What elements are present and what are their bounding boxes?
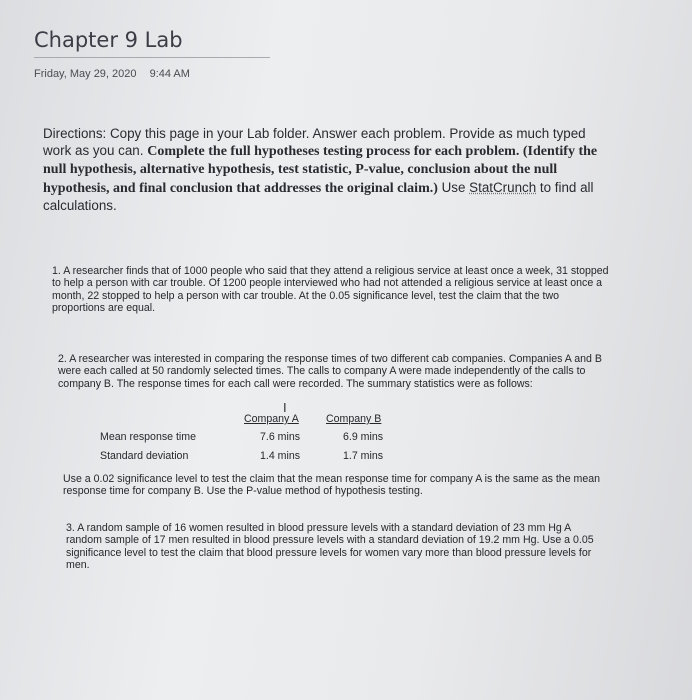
row-label-sd: Standard deviation <box>100 450 189 462</box>
statcrunch-word: StatCrunch <box>469 179 537 195</box>
col-header-company-a: Company A <box>244 413 299 425</box>
row-label-mean: Mean response time <box>100 431 196 443</box>
cell-sd-a: 1.4 mins <box>260 450 301 462</box>
problem-3[interactable]: 3. A random sample of 16 women resulted in blood pressure levels with a standard deviation of 23 mm Hg A random sample of 17 men resulted in blood pressure levels with a standard deviation of 19.2 mm Hg. Use a 0.05 significance level to test the claim that blood pressure levels for women vary more than blood pressure levels for men. <box>66 522 594 572</box>
problem-1[interactable]: 1. A researcher finds that of 1000 people who said that they attend a religious service at least once a week, 31 stopped to help a person with car trouble. Of 1200 people interviewed who had not attended a religious service at least once a month, 22 stopped to help a person with car trouble. At the 0.05 significance level, test the claim that the two proportions are equal. <box>52 265 609 315</box>
problem-2[interactable]: 2. A researcher was interested in comparing the response times of two different cab companies. Companies A and B were each called at 50 randomly selected times. The calls to company A were made independently of the calls to company B. The response times for each call were recorded. The summary statistics were as follows: <box>58 353 602 390</box>
cell-sd-b: 1.7 mins <box>343 450 384 462</box>
page-date: Friday, May 29, 2020 <box>34 68 137 80</box>
directions-label: Directions: <box>43 126 107 141</box>
directions-intro: Copy this page in your Lab folder. Answer each problem. Provide as much typed work as you can. <box>43 126 586 159</box>
directions-ending: to find all calculations. <box>43 179 594 213</box>
title-underline <box>34 57 270 58</box>
problem-2-instructions[interactable]: Use a 0.02 significance level to test the claim that the mean response time for company A is the same as the mean response time for company B. Use the P-value method of hypothesis testing. <box>63 473 601 498</box>
page-datetime <box>34 68 190 80</box>
page-time: 9:44 AM <box>149 68 190 80</box>
cell-mean-b: 6.9 mins <box>343 431 384 443</box>
cell-mean-a: 7.6 mins <box>260 431 301 443</box>
col-header-company-b: Company B <box>326 413 382 425</box>
directions-use: Use <box>437 179 470 195</box>
text-cursor-icon: I <box>283 400 287 415</box>
directions-block[interactable] <box>43 125 613 214</box>
page-title: Chapter 9 Lab <box>34 28 183 52</box>
directions-bold-instructions: Complete the full hypotheses testing process for each problem. (Identify the null hypothesis, alternative hypothesis, test statistic, P-value, conclusion about the null hypothesis, and final conclusion that addresses the original claim.) <box>43 144 598 196</box>
